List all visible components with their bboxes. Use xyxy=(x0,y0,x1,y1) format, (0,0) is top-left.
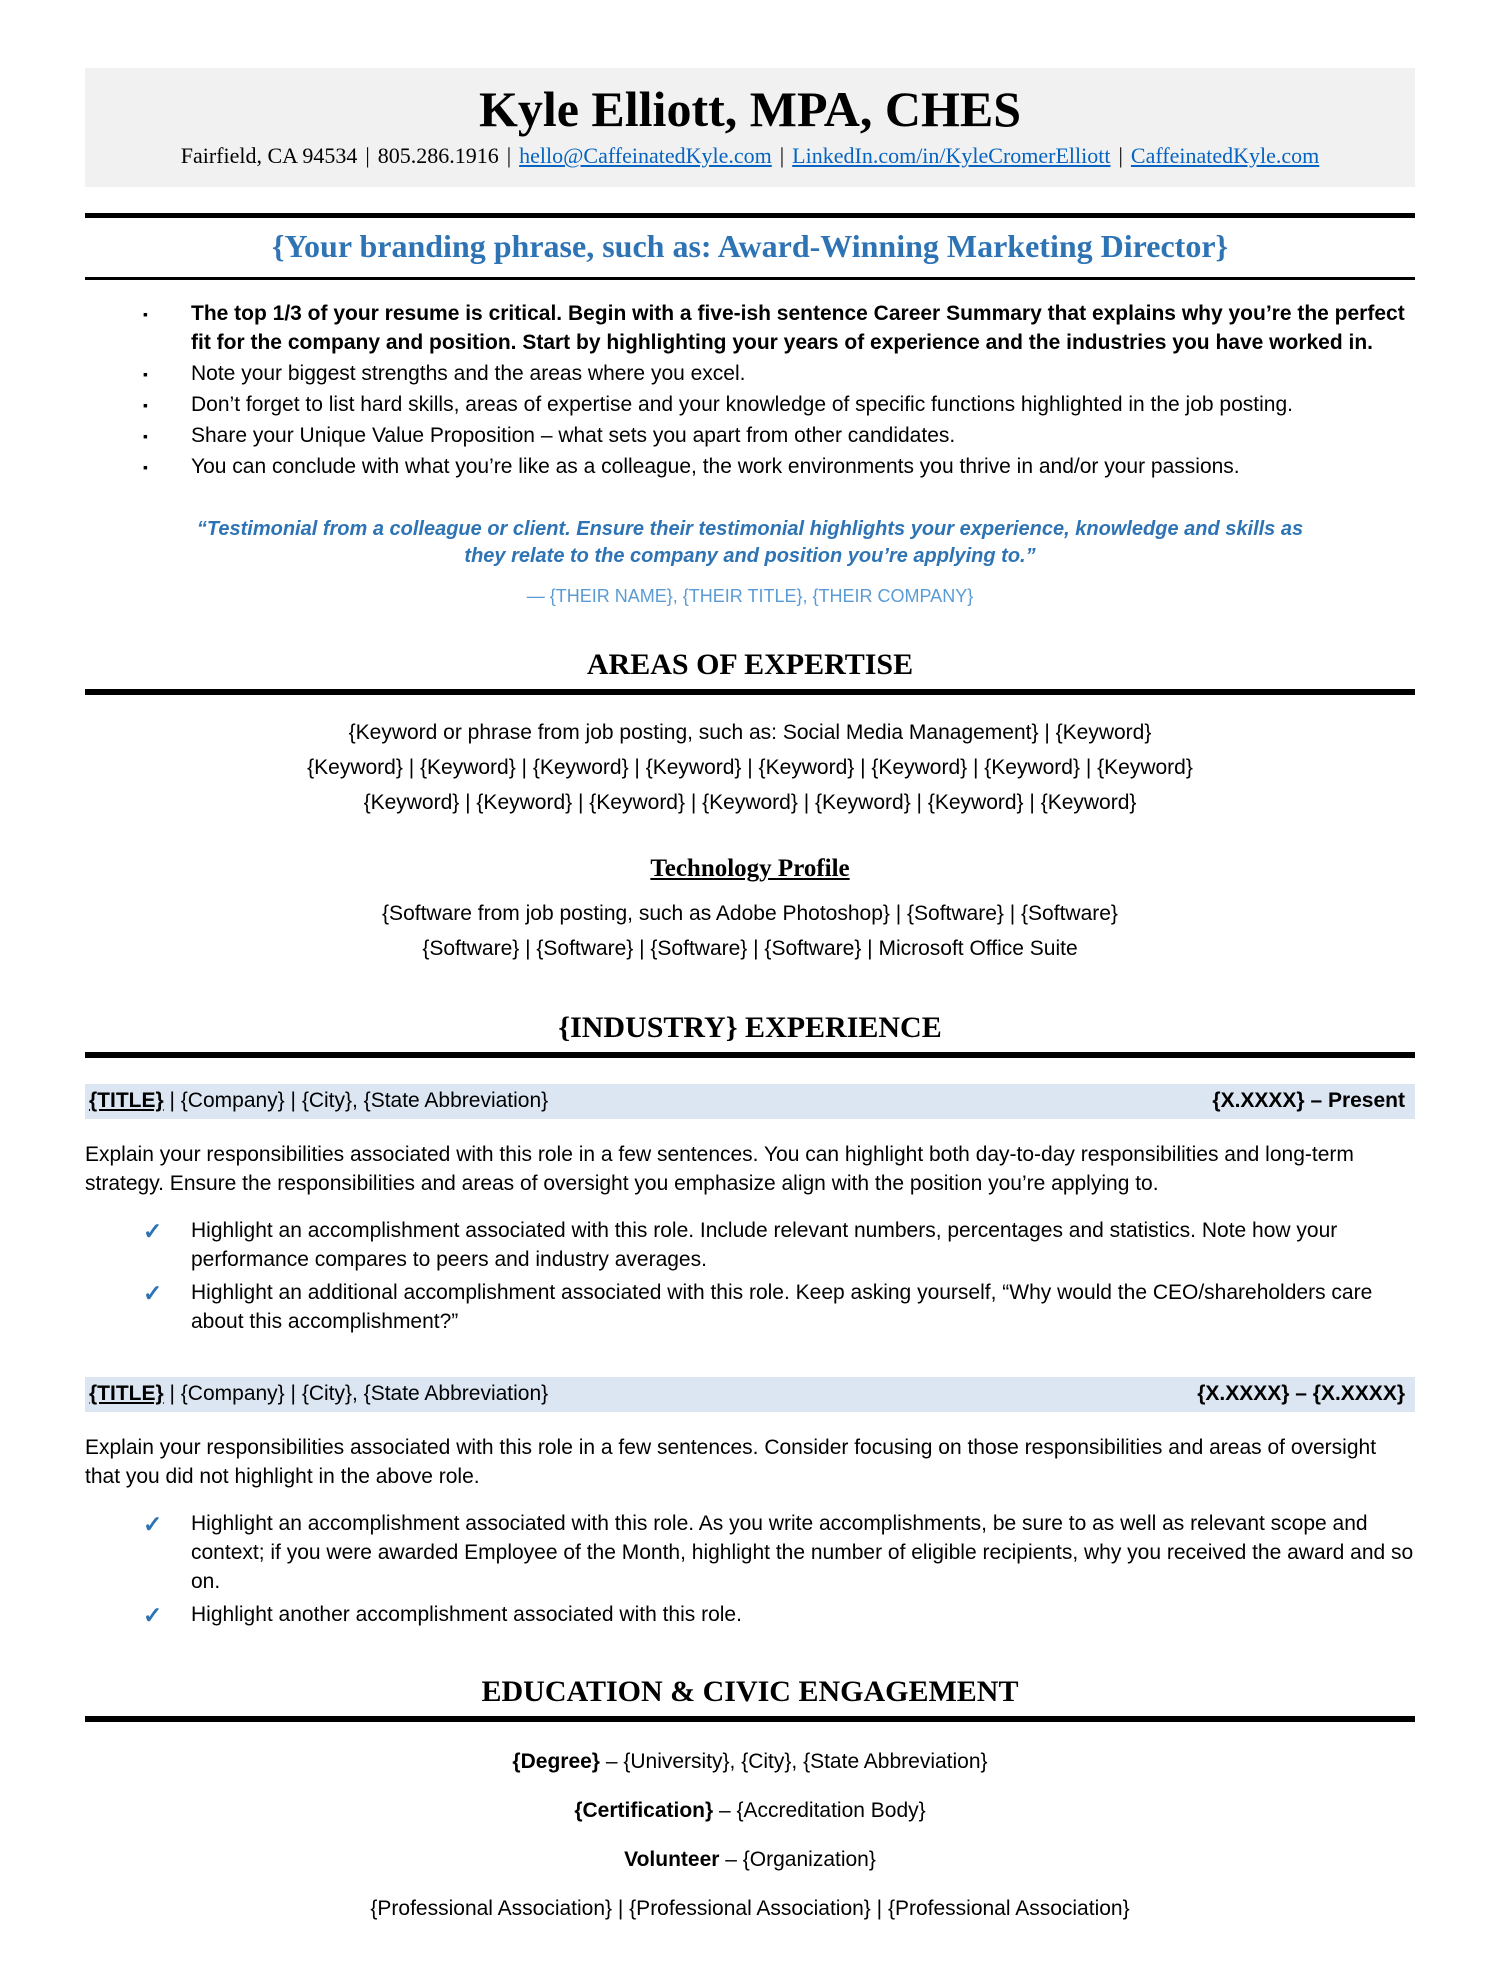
accomplishment-item xyxy=(85,1217,1415,1275)
job-title-rest: | {Company} | {City}, {State Abbreviation} xyxy=(163,1089,549,1113)
degree-rest: – {University}, {City}, {State Abbreviation} xyxy=(599,1749,988,1773)
contact-line xyxy=(95,141,1405,171)
summary-text: Share your Unique Value Proposition – what sets you apart from other candidates. xyxy=(191,424,956,448)
job-entry-2 xyxy=(85,1377,1415,1630)
accomplishment-text: Highlight an accomplishment associated with this role. As you write accomplishments, be sure to as well as relevant scope and context; if you were awarded Employee of the Month, highlight the number of eligible recipients, why you received the award and so on. xyxy=(191,1511,1414,1593)
accomplishment-item xyxy=(85,1510,1415,1597)
education-heading-wrap xyxy=(85,1674,1415,1722)
summary-item xyxy=(85,453,1415,482)
volunteer-label: Volunteer xyxy=(624,1847,720,1871)
square-bullet-icon: ▪ xyxy=(143,366,148,383)
keyword-line: {Keyword} | {Keyword} | {Keyword} | {Keyword} | {Keyword} | {Keyword} | {Keyword} | {Keyword} xyxy=(307,755,1193,779)
summary-item xyxy=(85,360,1415,389)
education-degree-line xyxy=(85,1748,1415,1777)
job-title: {TITLE} xyxy=(89,1089,164,1113)
summary-item xyxy=(85,422,1415,451)
software-line: {Software from job posting, such as Adobe Photoshop} | {Software} | {Software} xyxy=(382,902,1118,926)
job-description: Explain your responsibilities associated with this role in a few sentences. You can highlight both day-to-day responsibilities and long-term strategy. Ensure the responsibilities and areas of oversight you emphasize align with the position you’re applying to. xyxy=(85,1143,1354,1196)
contact-phone: 805.286.1916 xyxy=(377,143,499,168)
summary-text: Note your biggest strengths and the areas where you excel. xyxy=(191,362,746,386)
accomplishment-list xyxy=(85,1510,1415,1630)
volunteer-rest: – {Organization} xyxy=(719,1847,876,1871)
summary-item xyxy=(85,300,1415,358)
summary-text: Don’t forget to list hard skills, areas of expertise and your knowledge of specific functions highlighted in the job posting. xyxy=(191,393,1293,417)
accomplishment-item xyxy=(85,1279,1415,1337)
contact-separator: | xyxy=(779,143,785,168)
expertise-heading-wrap xyxy=(85,647,1415,695)
job-title-line xyxy=(89,1087,548,1116)
technology-profile-heading: Technology Profile xyxy=(650,854,850,882)
checkmark-icon: ✓ xyxy=(143,1510,163,1537)
accomplishment-list xyxy=(85,1217,1415,1337)
job-dates: {X.XXXX} – Present xyxy=(1212,1089,1405,1113)
square-bullet-icon: ▪ xyxy=(143,459,148,476)
certification-rest: – {Accreditation Body} xyxy=(713,1798,926,1822)
checkmark-icon: ✓ xyxy=(143,1218,163,1245)
expertise-keywords xyxy=(85,719,1415,818)
candidate-name: Kyle Elliott, MPA, CHES xyxy=(478,81,1022,137)
job-title-line xyxy=(89,1380,548,1409)
job-title-rest: | {Company} | {City}, {State Abbreviation} xyxy=(163,1382,549,1406)
linkedin-link[interactable]: LinkedIn.com/in/KyleCromerElliott xyxy=(792,143,1111,168)
contact-location: Fairfield, CA 94534 xyxy=(180,143,358,168)
degree-label: {Degree} xyxy=(512,1749,600,1773)
square-bullet-icon: ▪ xyxy=(143,306,148,323)
contact-separator: | xyxy=(1118,143,1123,168)
education-certification-line xyxy=(85,1797,1415,1826)
associations-rest: {Professional Association} | {Professional Association} | {Professional Association} xyxy=(370,1896,1130,1920)
expertise-heading: AREAS OF EXPERTISE xyxy=(586,647,914,681)
experience-heading-wrap xyxy=(85,1010,1415,1058)
software-line: {Software} | {Software} | {Software} | {Software} | Microsoft Office Suite xyxy=(422,937,1078,961)
job-title-bar xyxy=(85,1377,1415,1412)
testimonial-block xyxy=(85,516,1415,609)
square-bullet-icon: ▪ xyxy=(143,428,148,445)
branding-phrase: {Your branding phrase, such as: Award-Winning Marketing Director} xyxy=(271,228,1229,265)
contact-separator: | xyxy=(506,143,512,168)
accomplishment-text: Highlight another accomplishment associated with this role. xyxy=(191,1602,742,1626)
website-link[interactable]: CaffeinatedKyle.com xyxy=(1130,143,1320,168)
job-title-bar xyxy=(85,1084,1415,1119)
experience-heading: {INDUSTRY} EXPERIENCE xyxy=(558,1011,942,1045)
technology-profile-lines xyxy=(85,900,1415,964)
testimonial-attribution: — {THEIR NAME}, {THEIR TITLE}, {THEIR COMPANY} xyxy=(526,586,974,607)
square-bullet-icon: ▪ xyxy=(143,397,148,414)
summary-text: The top 1/3 of your resume is critical. Begin with a five-ish sentence Career Summary that explains why you’re the perfect fit for the company and position. Start by highlighting your years of experience and the industries you have worked in. xyxy=(191,302,1405,355)
accomplishment-text: Highlight an accomplishment associated with this role. Include relevant numbers, percentages and statistics. Note how your performance compares to peers and industry averages. xyxy=(191,1219,1338,1272)
summary-item xyxy=(85,391,1415,420)
certification-label: {Certification} xyxy=(574,1798,714,1822)
summary-text: You can conclude with what you’re like as a colleague, the work environments you thrive in and/or your passions. xyxy=(191,455,1240,479)
accomplishment-text: Highlight an additional accomplishment associated with this role. Keep asking yourself, “Why would the CEO/shareholders care about this accomplishment?” xyxy=(191,1281,1373,1334)
keyword-line: {Keyword or phrase from job posting, such as: Social Media Management} | {Keyword} xyxy=(348,720,1152,744)
education-associations-line xyxy=(85,1895,1415,1924)
checkmark-icon: ✓ xyxy=(143,1601,163,1628)
checkmark-icon: ✓ xyxy=(143,1280,163,1307)
contact-separator: | xyxy=(365,143,370,168)
accomplishment-item xyxy=(85,1601,1415,1630)
job-dates: {X.XXXX} – {X.XXXX} xyxy=(1197,1382,1405,1406)
email-link[interactable]: hello@CaffeinatedKyle.com xyxy=(519,143,772,168)
education-heading: EDUCATION & CIVIC ENGAGEMENT xyxy=(481,1674,1019,1708)
job-description: Explain your responsibilities associated with this role in a few sentences. Consider focusing on those responsibilities and areas of oversight that you did not highlight in the above role. xyxy=(85,1436,1377,1488)
job-title: {TITLE} xyxy=(89,1382,164,1406)
branding-band xyxy=(85,213,1415,280)
career-summary-list xyxy=(85,300,1415,482)
education-volunteer-line xyxy=(85,1846,1415,1875)
resume-header xyxy=(85,68,1415,187)
education-lines xyxy=(85,1748,1415,1924)
testimonial-quote: “Testimonial from a colleague or client. Ensure their testimonial highlights your experience, knowledge and skills as they relate to the company and position you’re applying to.” xyxy=(196,518,1304,568)
job-entry-1 xyxy=(85,1084,1415,1337)
keyword-line: {Keyword} | {Keyword} | {Keyword} | {Keyword} | {Keyword} | {Keyword} | {Keyword} xyxy=(363,790,1137,814)
